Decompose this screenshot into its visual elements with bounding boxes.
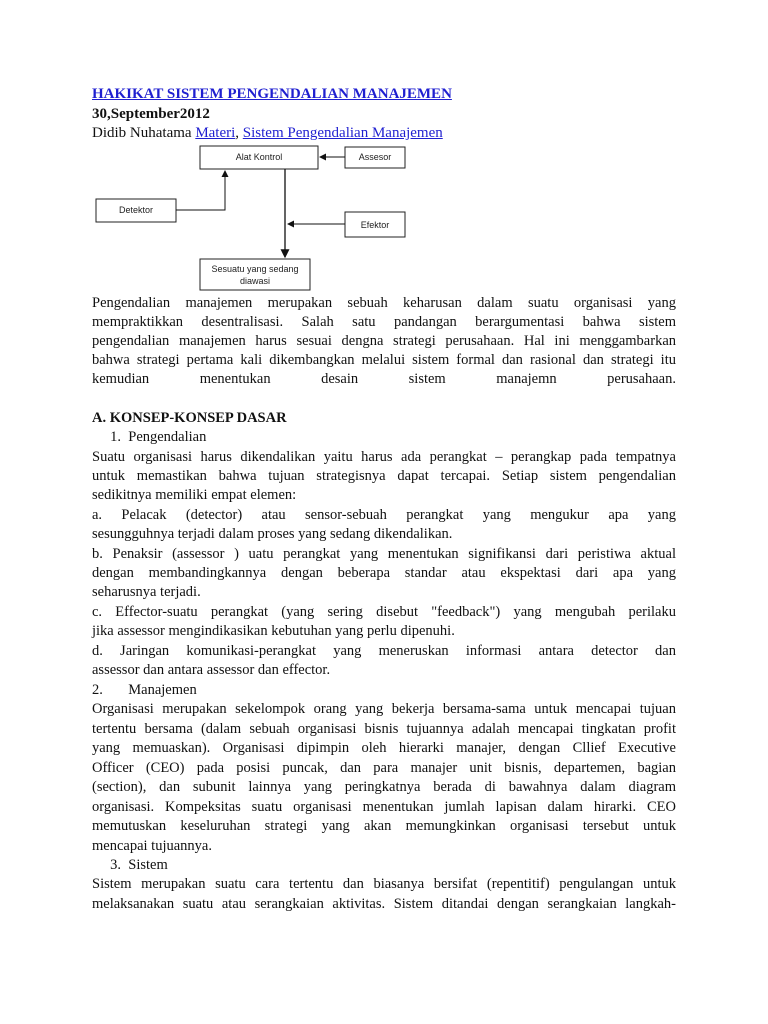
para1-line: pengendalian manajemen harus sesuai dengna strategi perusahaan. Hal ini menggambarkan — [92, 333, 676, 349]
subsection-heading: 1. Pengendalian — [92, 429, 207, 445]
body-line: Suatu organisasi harus dikendalikan yaitu harus ada perangkat – perangkap pada tempatnya — [92, 449, 676, 465]
subsection-heading: 2. Manajemen — [92, 682, 197, 698]
arrow-detektor-to-kontrol — [176, 171, 225, 210]
body-line: (section), dan subunit lainnya yang peringkatnya berada di bawahnya dalam diagram — [92, 779, 676, 795]
body-line: tertentu bersama (dalam sebuah organisasi bisnis tujuannya adalah mencapai tingkatan profit — [92, 721, 676, 737]
category-link-spm[interactable]: Sistem Pengendalian Manajemen — [242, 125, 443, 141]
article-date: 30,September2012 — [92, 106, 210, 122]
article-title[interactable]: HAKIKAT SISTEM PENGENDALIAN MANAJEMEN — [92, 86, 452, 102]
subsection-heading: 3. Sistem — [92, 857, 168, 873]
list-item-c: c. Effector-suatu perangkat (yang sering disebut "feedback") yang mengubah perilaku — [92, 604, 676, 620]
label-alat-kontrol: Alat Kontrol — [235, 152, 283, 162]
list-item-a: a. Pelacak (detector) atau sensor-sebuah perangkat yang mengukur apa yang — [92, 507, 676, 523]
list-item-b: b. Penaksir (assessor ) uatu perangkat yang menentukan signifikansi dari peristiwa aktual — [92, 546, 676, 562]
para1-line: mempraktikkan desentralisasi. Salah satu pandangan berargumentasi bahwa sistem — [92, 314, 676, 330]
body-line: memutuskan keseluruhan strategi yang akan memungkinkan organisasi tersebut untuk — [92, 818, 676, 834]
body-line: organisasi. Kompeksitas suatu organisasi menentukan jumlah lapisan dalam hirarki. CEO — [92, 799, 676, 815]
body-line: Organisasi merupakan sekelompok orang yang bekerja bersama-sama untuk mencapai tujuan — [92, 701, 676, 717]
body-line: Sistem merupakan suatu cara tertentu dan biasanya bersifat (repentitif) pengulangan untuk — [92, 876, 676, 892]
label-assesor: Assesor — [358, 152, 392, 162]
body-line: melaksanakan suatu atau serangkaian aktivitas. Sistem ditandai dengan serangkaian langkah- — [92, 896, 676, 912]
list-item-b-cont: dengan membandingkannya dengan beberapa standar atau ekspektasi dari apa yang — [92, 565, 676, 581]
label-sesuatu-1: Sesuatu yang sedang — [211, 264, 299, 274]
body-line: Officer (CEO) pada posisi puncak, dan para manajer unit bisnis, departemen, bagian — [92, 760, 676, 776]
list-item-d-cont: assessor dan antara assessor dan effector. — [92, 662, 331, 678]
section-heading: A. KONSEP-KONSEP DASAR — [92, 410, 287, 426]
para1-line: bahwa strategi pertama kali dikembangkan melalui sistem formal dan rasional dan strategi itu — [92, 352, 676, 368]
para1-line: kemudian menentukan desain sistem manajemn perusahaan. — [92, 371, 676, 387]
control-system-diagram — [92, 143, 422, 293]
label-sesuatu-2: diawasi — [239, 276, 271, 286]
list-item-c-cont: jika assessor mengindikasikan kebutuhan yang perlu dipenuhi. — [92, 623, 455, 639]
para1-line: Pengendalian manajemen merupakan sebuah keharusan dalam suatu organisasi yang — [92, 295, 676, 311]
body-line: untuk memastikan bahwa tujuan strategisnya dapat tercapai. Setiap sistem pengendalian — [92, 468, 676, 484]
list-item-a-cont: sesungguhnya terjadi dalam proses yang sedang dikendalikan. — [92, 526, 453, 542]
link-separator: , — [235, 125, 243, 141]
label-efektor: Efektor — [360, 220, 390, 230]
author-name: Didib Nuhatama — [92, 125, 192, 141]
body-line: sedikitnya memiliki empat elemen: — [92, 487, 297, 503]
article-meta — [92, 125, 443, 142]
category-link-materi[interactable]: Materi — [195, 125, 236, 141]
list-item-b-cont: seharusnya terjadi. — [92, 584, 201, 600]
body-line: yang memuaskan). Organisasi dipimpin oleh hierarki manajer, dengan Cllief Executive — [92, 740, 676, 756]
list-item-d: d. Jaringan komunikasi-perangkat yang meneruskan informasi antara detector dan — [92, 643, 676, 659]
body-line: mencapai tujuannya. — [92, 838, 212, 854]
label-detektor: Detektor — [118, 205, 154, 215]
